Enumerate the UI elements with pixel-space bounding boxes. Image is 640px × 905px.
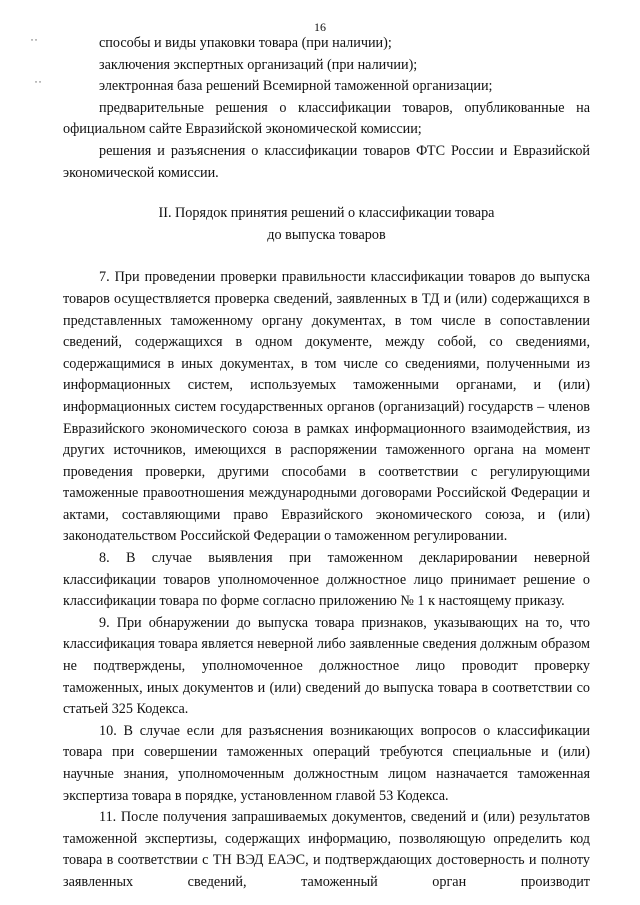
paragraph-10: 10. В случае если для разъяснения возникающих вопросов о классификации товара при совершении таможенных операций требуются специальные и (или) научные знания, уполномоченным должностным лицом назначается таможенная экспертиза товара в порядке, установленном главой 53 Кодекса. — [63, 722, 590, 804]
list-item: электронная база решений Всемирной таможенной организации; — [99, 78, 493, 95]
list-item: решения и разъяснения о классификации товаров ФТС России и Евразийской экономической комиссии. — [63, 142, 590, 181]
section-heading — [63, 203, 590, 246]
margin-mark: ˙˙ — [34, 78, 42, 92]
paragraph-8: 8. В случае выявления при таможенном декларировании неверной классификации товаров уполномоченное должностное лицо принимает решение о классификации товара по форме согласно приложению № 1 к настоящему приказу. — [63, 550, 590, 610]
section-heading-line: II. Порядок принятия решений о классификации товара — [158, 205, 495, 222]
document-body — [63, 33, 590, 894]
list-item: способы и виды упаковки товара (при наличии); — [99, 35, 392, 51]
paragraph-11: 11. После получения запрашиваемых документов, сведений и (или) результатов таможенной экспертизы, содержащих информацию, позволяющую определить код товара в соответствии с ТН ВЭД ЕАЭС, и подтверждающих достоверность и полноту заявленных сведений, таможенный орган производит — [63, 809, 590, 890]
paragraph-9: 9. При обнаружении до выпуска товара признаков, указывающих на то, что классификация товара является неверной либо заявленные сведения должным образом не подтверждены, уполномоченное должностное лицо проводит проверку таможенных, иных документов и (или) сведений до выпуска товара в соответствии со статьей 325 Кодекса. — [63, 614, 590, 718]
section-heading-line: до выпуска товаров — [267, 226, 386, 243]
list-item: предварительные решения о классификации товаров, опубликованные на официальном сайте Евразийской экономической комиссии; — [63, 99, 590, 138]
paragraph-7: 7. При проведении проверки правильности классификации товаров до выпуска товаров осуществляется проверка сведений, заявленных в ТД и (или) содержащихся в представленных таможенному органу документах, в том числе в сопоставлении сведений, содержащихся в одном документе, между собой, со сведениями, содержащимися в иных документах, в том числе со сведениями, полученными из информационных систем, используемых таможенными органами, и (или) информационных систем государственных органов (организаций) государств – членов Евразийского экономического союза в рамках информационного взаимодействия, из других источников, имеющихся в распоряжении таможенного органа на момент проведения проверки, другими способами в соответствии с регулирующими таможенные правоотношения международными договорами Российской Федерации и актами, составляющими право Евразийского экономического союза, и (или) законодательством Российской Федерации о таможенном регулировании. — [63, 269, 590, 545]
margin-mark: ˙˙ — [30, 36, 38, 50]
list-item: заключения экспертных организаций (при наличии); — [99, 56, 418, 73]
page-number: 16 — [314, 20, 326, 34]
